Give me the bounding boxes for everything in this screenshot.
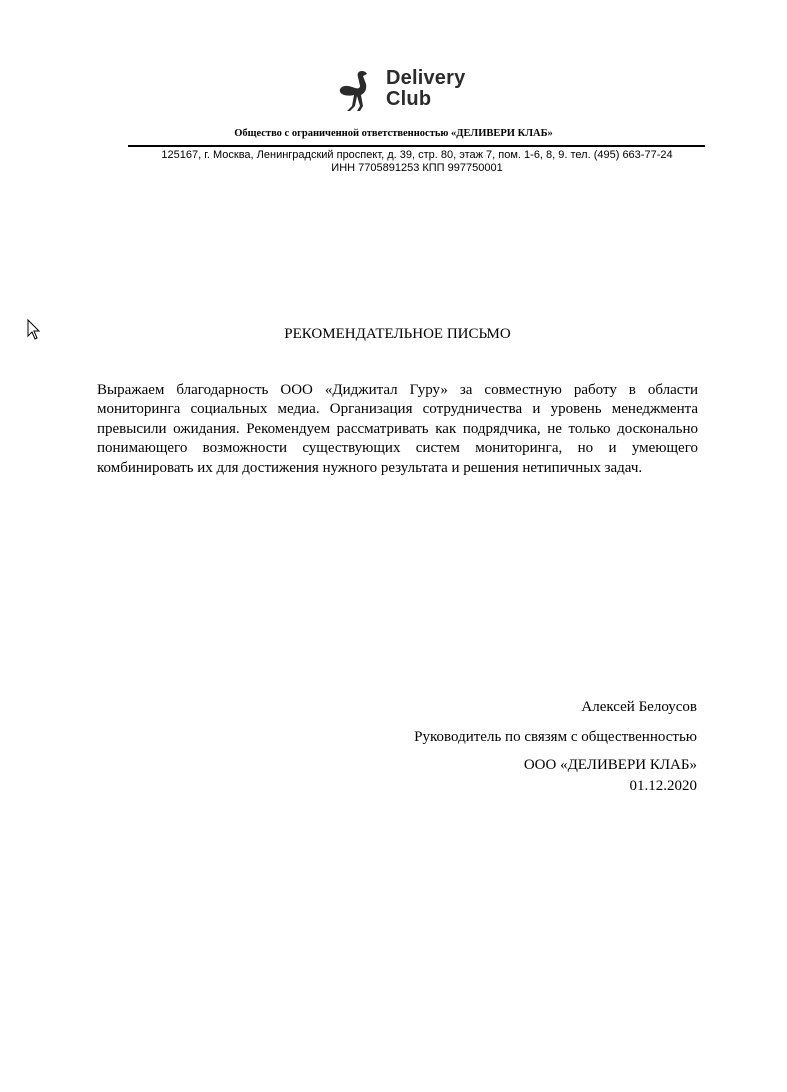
letter-title: РЕКОМЕНДАТЕЛЬНОЕ ПИСЬМО [284, 326, 511, 342]
letterhead-divider [128, 145, 705, 147]
logo-brand-line2: Club [386, 88, 432, 110]
address-line: 125167, г. Москва, Ленинградский проспект, д. 39, стр. 80, этаж 7, пом. 1-6, 8, 9. тел. (495) 663-77-24 [161, 149, 673, 161]
company-name: Общество с ограниченной ответственностью «ДЕЛИВЕРИ КЛАБ» [234, 128, 553, 139]
signer-position: Руководитель по связям с общественностью [414, 729, 697, 745]
letter-body: Выражаем благодарность ООО «Диджитал Гуру» за совместную работу в области мониторинга социальных медиа. Организация сотрудничества и уровень менеджмента превысили ожидания. Рекомендуем рассматривать как подрядчика, не только досконально понимающего возможности существующих систем мониторинга, но и умеющего комбинировать их для достижения нужного результата и решения нетипичных задач. [97, 382, 698, 476]
signer-company: ООО «ДЕЛИВЕРИ КЛАБ» [523, 757, 697, 773]
tax-ids-line: ИНН 7705891253 КПП 997750001 [331, 162, 503, 174]
letter-date: 01.12.2020 [629, 778, 697, 794]
delivery-club-logo [336, 68, 476, 114]
logo-brand-line1: Delivery [386, 67, 466, 89]
company-address [0, 149, 787, 175]
signer-name: Алексей Белоусов [581, 699, 697, 715]
ostrich-icon [336, 68, 382, 114]
